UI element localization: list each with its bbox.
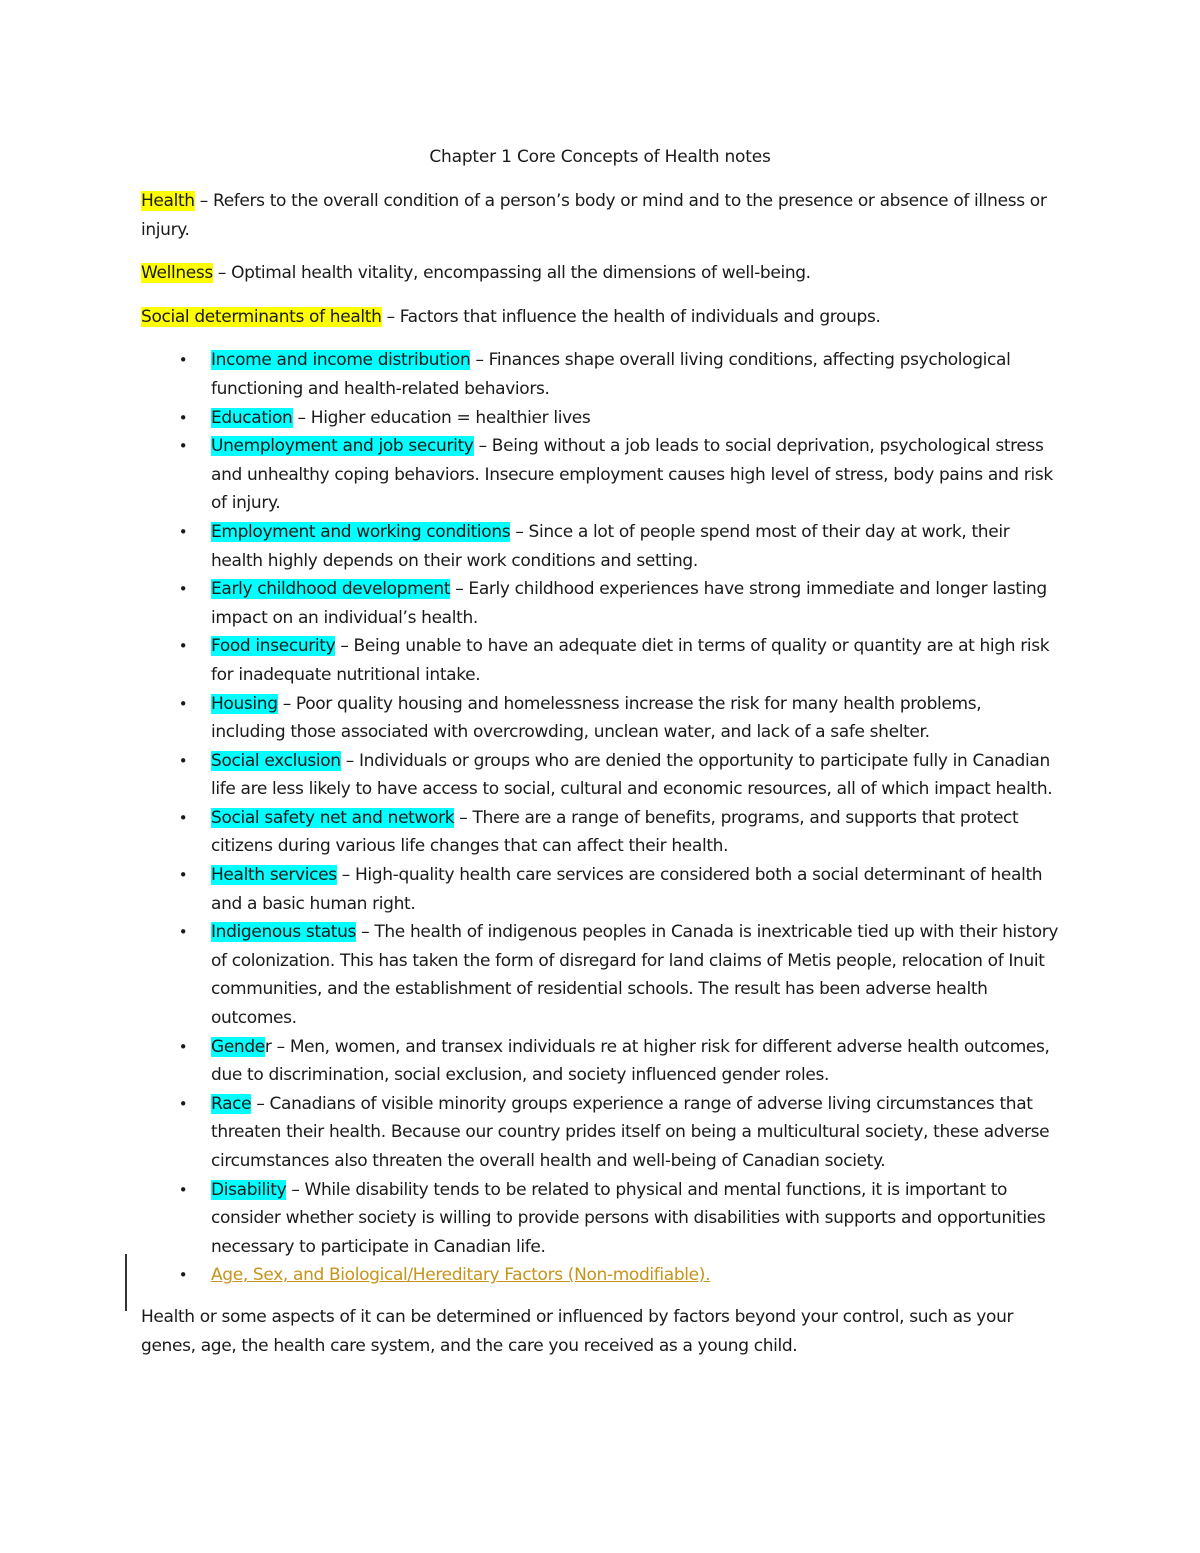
bullet-icon: • <box>178 694 188 713</box>
definition-health <box>141 187 1059 244</box>
determinant-text: – While disability tends to be related to physical and mental functions, it is important to consider whether society is willing to provide persons with disabilities with supports and opportunities necessary to participate in Canadian life. <box>211 1179 1046 1257</box>
bullet-icon: • <box>178 923 188 942</box>
list-item <box>141 1261 1059 1290</box>
determinant-term: Education <box>211 407 293 428</box>
determinant-term: Gende <box>211 1036 265 1057</box>
list-item <box>141 518 1059 575</box>
list-item <box>141 1033 1059 1090</box>
definition-term: Health <box>141 191 195 211</box>
determinant-text: – Poor quality housing and homelessness increase the risk for many health problems, including those associated with overcrowding, unclean water, and lack of a safe shelter. <box>211 693 982 743</box>
definition-social-determinants <box>141 303 1059 332</box>
determinant-text: – Early childhood experiences have strong immediate and longer lasting impact on an individual’s health. <box>211 579 1047 628</box>
list-item <box>141 404 1059 433</box>
bullet-icon: • <box>178 637 188 656</box>
bullet-icon: • <box>178 408 188 427</box>
list-item <box>141 632 1059 689</box>
document-body <box>141 187 1059 1360</box>
bullet-icon: • <box>178 351 188 370</box>
determinant-text: – Higher education = healthier lives <box>292 407 591 428</box>
list-item <box>141 1090 1059 1176</box>
list-item <box>141 861 1059 918</box>
bullet-icon: • <box>178 1266 188 1285</box>
determinant-term: Housing <box>211 693 278 714</box>
determinant-term: Food insecurity <box>211 636 336 657</box>
determinants-list <box>141 346 1059 1290</box>
definition-text: – Factors that influence the health of individuals and groups. <box>381 306 881 327</box>
determinant-text: – Since a lot of people spend most of their day at work, their health highly depends on their work conditions and setting. <box>211 521 1010 571</box>
list-item <box>141 804 1059 861</box>
bullet-icon: • <box>178 1037 188 1056</box>
page-title: Chapter 1 Core Concepts of Health notes <box>429 147 771 167</box>
definition-term: Wellness <box>141 263 213 284</box>
list-item <box>141 747 1059 804</box>
determinant-text: – Being without a job leads to social deprivation, psychological stress and unhealthy coping behaviors. Insecure employment causes high level of stress, body pains and risk of injury. <box>211 436 1053 514</box>
determinant-term: Race <box>211 1093 252 1114</box>
list-item <box>141 1176 1059 1262</box>
determinant-term: Employment and working conditions <box>211 521 511 542</box>
non-modifiable-factors-link[interactable]: Age, Sex, and Biological/Hereditary Factors (Non-modifiable). <box>211 1265 711 1286</box>
determinant-text: – There are a range of benefits, programs, and supports that protect citizens during various life changes that can affect their health. <box>211 807 1019 857</box>
determinant-text: – The health of indigenous peoples in Canada is inextricable tied up with their history of colonization. This has taken the form of disregard for land claims of Metis people, relocation of Inuit communities, and the establishment of residential schools. The result has been adverse health outcomes. <box>211 922 1059 1029</box>
determinant-text: – Men, women, and transex individuals re at higher risk for different adverse health outcomes, due to discrimination, social exclusion, and society influenced gender roles. <box>211 1036 1050 1086</box>
list-item <box>141 918 1059 1032</box>
bullet-icon: • <box>178 866 188 885</box>
determinant-term: Early childhood development <box>211 579 451 600</box>
list-item <box>141 432 1059 518</box>
determinant-term: Income and income distribution <box>211 350 471 371</box>
determinant-text: – Being unable to have an adequate diet in terms of quality or quantity are at high risk for inadequate nutritional intake. <box>211 636 1050 685</box>
change-bar <box>125 1254 127 1311</box>
determinant-text: – Finances shape overall living conditions, affecting psychological functioning and health-related behaviors. <box>211 350 1011 399</box>
definition-term: Social determinants of health <box>141 306 382 327</box>
bullet-icon: • <box>178 808 188 827</box>
determinant-text: – Canadians of visible minority groups experience a range of adverse living circumstances that threaten their health. Because our country prides itself on being a multicultural society, these adverse circumstances also threaten the overall health and well-being of Canadian society. <box>211 1093 1050 1171</box>
determinant-term: Social safety net and network <box>211 807 455 828</box>
list-item <box>141 575 1059 632</box>
determinant-term: Unemployment and job security <box>211 436 474 457</box>
determinant-term-tail: r <box>264 1036 272 1057</box>
determinant-text: – High-quality health care services are considered both a social determinant of health and a basic human right. <box>211 865 1043 914</box>
bullet-icon: • <box>178 751 188 770</box>
bullet-icon: • <box>178 522 188 541</box>
definition-text: – Refers to the overall condition of a person’s body or mind and to the presence or absence of illness or injury. <box>141 191 1047 240</box>
bullet-icon: • <box>178 1094 188 1113</box>
definition-text: – Optimal health vitality, encompassing all the dimensions of well-being. <box>212 263 811 284</box>
list-item <box>141 346 1059 403</box>
closing-paragraph: Health or some aspects of it can be determined or influenced by factors beyond your control, such as your genes, age, the health care system, and the care you received as a young child. <box>141 1306 1014 1356</box>
determinant-term: Indigenous status <box>211 922 357 943</box>
determinant-text: – Individuals or groups who are denied the opportunity to participate fully in Canadian life are less likely to have access to social, cultural and economic resources, all of which impact health. <box>211 750 1053 800</box>
determinant-term: Social exclusion <box>211 750 341 771</box>
bullet-icon: • <box>178 1180 188 1199</box>
definition-wellness <box>141 259 1059 288</box>
determinant-term: Disability <box>211 1179 287 1200</box>
bullet-icon: • <box>178 437 188 456</box>
bullet-icon: • <box>178 580 188 599</box>
determinant-term: Health services <box>211 865 337 886</box>
list-item <box>141 690 1059 747</box>
